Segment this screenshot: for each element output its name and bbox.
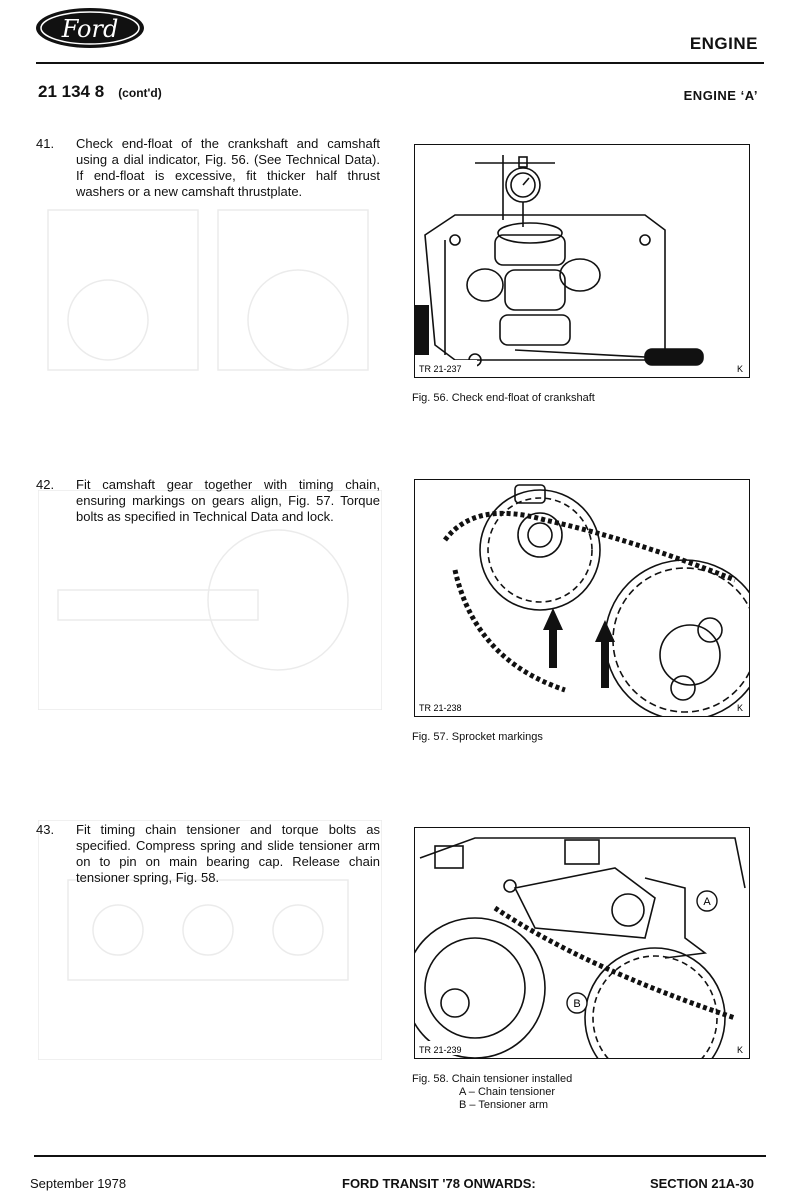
bleed-through-1 — [38, 200, 382, 380]
footer-date: September 1978 — [30, 1176, 127, 1191]
step-text: Fit camshaft gear together with timing chain, ensuring markings on gears align, Fig. 57. Torque bolts as specified in Technical Data and lock. — [76, 477, 380, 524]
crankshaft-dial-indicator-illustration — [415, 145, 749, 377]
reference-number — [38, 82, 162, 102]
legend-a: A – Chain tensioner — [459, 1086, 556, 1098]
step-number: 43. — [36, 822, 55, 837]
figure-mark: K — [737, 364, 744, 374]
sprocket-markings-illustration — [415, 480, 749, 716]
footer-section: SECTION 21A-30 — [649, 1176, 754, 1191]
legend-b: B – Tensioner arm — [459, 1099, 549, 1111]
figure-57-caption: Fig. 57. Sprocket markings — [412, 731, 543, 743]
chain-tensioner-illustration — [415, 828, 749, 1058]
figure-58-caption — [412, 1073, 572, 1112]
step-text: Fit timing chain tensioner and torque bolts as specified. Compress spring and slide tensioner arm on to pin on main bearing cap. Release chain tensioner spring, Fig. 58. — [76, 822, 380, 885]
step-41 — [36, 136, 380, 200]
callout-b: B — [573, 998, 581, 1010]
callout-a: A — [703, 896, 711, 908]
footer-rule — [34, 1155, 766, 1157]
figure-57 — [414, 479, 750, 717]
figure-code: TR 21-237 — [419, 364, 462, 374]
step-text: Check end-float of the crankshaft and camshaft using a dial indicator, Fig. 56. (See Technical Data). If end-float is excessive, fit thicker half thrust washers or a new camshaft thrustplate. — [76, 136, 380, 199]
figure-code: TR 21-239 — [419, 1045, 462, 1055]
figure-mark: K — [737, 703, 744, 713]
ford-logo — [34, 6, 146, 50]
footer-publication: FORD TRANSIT '78 ONWARDS: — [342, 1176, 536, 1191]
figure-code: TR 21-238 — [419, 703, 462, 713]
reference-code: 21 134 8 — [38, 82, 105, 101]
reference-suffix: (cont'd) — [118, 86, 162, 100]
figure-58 — [414, 827, 750, 1059]
section-title: ENGINE — [689, 34, 758, 53]
step-42 — [36, 477, 380, 525]
figure-mark: K — [737, 1045, 744, 1055]
header-rule — [36, 62, 764, 64]
figure-56 — [414, 144, 750, 378]
step-43 — [36, 822, 380, 886]
step-number: 42. — [36, 477, 55, 492]
step-number: 41. — [36, 136, 55, 151]
figure-56-caption: Fig. 56. Check end-float of crankshaft — [412, 392, 595, 404]
svg-text:Ford: Ford — [61, 15, 119, 43]
engine-subtitle: ENGINE ‘A’ — [683, 88, 758, 103]
caption-title: Fig. 58. Chain tensioner installed — [412, 1073, 573, 1085]
